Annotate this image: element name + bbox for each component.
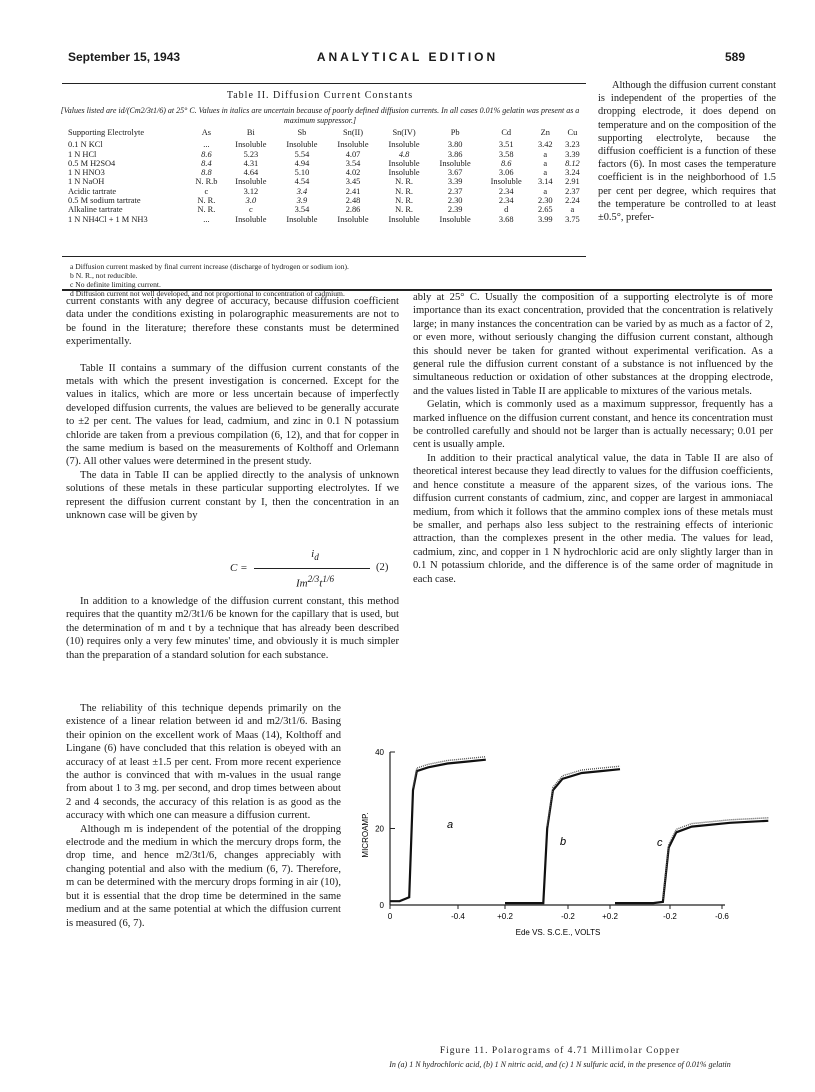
equation-numerator: $i_d$	[311, 548, 319, 563]
table-footnote: a Diffusion current masked by final current increase (discharge of hydrogen or sodium ion).	[70, 262, 349, 271]
table-cell: 4.07	[345, 149, 361, 159]
equation-lhs: C =	[230, 562, 248, 575]
x-axis-label: Ede VS. S.C.E., VOLTS	[515, 928, 601, 937]
table-cell: a	[543, 168, 548, 178]
table-cell: 3.06	[498, 168, 514, 178]
table-cell: Insoluble	[286, 140, 318, 150]
table-column-header: Sb	[297, 128, 307, 137]
table-cell: 1 N NH4Cl + 1 M NH3	[68, 214, 148, 224]
table-cell: 2.91	[565, 177, 580, 187]
table-cell: Insoluble	[235, 177, 267, 187]
table-top-rule	[62, 83, 586, 84]
table-cell: 5.54	[294, 149, 310, 159]
table-row	[66, 140, 586, 149]
paragraph: The reliability of this technique depends primarily on the existence of a linear relation between id and m2/3t1/6. Basing their opinion on the excellent work of Maas (14), Kolthoff and Lingane (6) have concluded that this relation is obeyed with an accuracy of at least ±1.5 per cent. From more recent experience the author is convinced that with m-values in the usual range from about 1 to 3 mg. per second, and drop times between about 2 and 4 seconds, the accuracy of this relation is as good as the accuracy with which one can measure a diffusion current.	[66, 703, 341, 822]
table-cell: N. R.	[197, 205, 216, 215]
fraction-bar	[254, 568, 370, 569]
curve-a	[390, 760, 486, 902]
table-cell: 3.14	[537, 177, 553, 187]
table-cell: 3.39	[447, 177, 463, 187]
table-cell: 2.37	[565, 186, 580, 196]
table-cell: N. R.b	[195, 177, 218, 187]
table-cell: c	[249, 205, 253, 215]
table-cell: 8.8	[201, 168, 212, 178]
table-cell: N. R.	[395, 205, 414, 215]
table-cell: 3.24	[565, 168, 580, 178]
table-cell: 3.68	[498, 214, 514, 224]
table-cell: N. R.	[395, 186, 414, 196]
table-column-header: Sn(IV)	[392, 128, 416, 137]
table-body	[66, 140, 586, 224]
table-cell: 3.86	[447, 149, 463, 159]
table-cell: a	[543, 158, 548, 168]
equation	[230, 548, 370, 590]
diffusion-constants-table	[66, 128, 586, 224]
table-cell: N. R.	[395, 196, 414, 206]
paragraph: Gelatin, which is commonly used as a maximum suppressor, frequently has a marked influence on the diffusion current constant, and hence its concentration must be controlled carefully and should not be larger than is actually necessary; 0.01 per cent is usually ample.	[413, 399, 773, 451]
figure-subcaption: In (a) 1 N hydrochloric acid, (b) 1 N nitric acid, and (c) 1 N sulfuric acid, in the presence of 0.01% gelatin	[389, 1060, 731, 1069]
curve-oscillation-c	[663, 818, 768, 899]
table-cell: 3.12	[243, 186, 259, 196]
table-row	[66, 187, 586, 196]
table-cell: 3.42	[537, 140, 553, 150]
table-column-header: Pb	[450, 128, 460, 137]
paragraph: Although the diffusion current constant is independent of the properties of the dropping electrode, it does depend on temperature and on the composition of the supporting electrolyte, because the diffusion coefficient is a function of these factors (6). In most cases the temperature coefficient is in the neighborhood of 1.5 per cent per degree, which requires that the temperature be controlled to at least ±0.5°, prefer-	[598, 80, 776, 224]
table-cell: 3.9	[296, 196, 308, 206]
table-cell: 2.39	[447, 205, 463, 215]
table-cell: 8.4	[201, 158, 212, 168]
table-cell: 2.34	[498, 196, 514, 206]
table-cell: a	[543, 149, 548, 159]
table-cell: 2.41	[345, 186, 361, 196]
table-cell: 5.23	[243, 149, 259, 159]
table-cell: 2.48	[345, 196, 361, 206]
y-tick-label: 0	[379, 901, 384, 910]
table-cell: 4.94	[294, 158, 310, 168]
table-cell: Insoluble	[337, 140, 369, 150]
table-cell: 8.6	[201, 149, 212, 159]
table-cell: Insoluble	[439, 214, 471, 224]
table-cell: 3.54	[345, 158, 361, 168]
table-cell: 0.5 M sodium tartrate	[68, 196, 141, 206]
table-cell: Insoluble	[388, 168, 420, 178]
table-cell: 5.10	[294, 168, 310, 178]
table-cell: Insoluble	[337, 214, 369, 224]
right-top-paragraph	[598, 79, 776, 224]
equation-denominator: $Im^{2/3}t^{1/6}$	[295, 574, 335, 590]
table-cell: Insoluble	[235, 214, 267, 224]
table-column-header: Cu	[567, 128, 578, 137]
header-page-number: 589	[724, 50, 745, 64]
table-cell: 3.67	[447, 168, 463, 178]
curve-label: b	[560, 836, 567, 848]
table-note: [Values listed are id/(Cm2/3t1/6) at 25° C. Values in italics are uncertain because of poorly defined diffusion currents. In all cases 0.01% gelatin was present as a maximum suppressor.]	[60, 106, 580, 125]
left-column-lower	[66, 595, 399, 662]
x-tick-label: -0.4	[451, 912, 465, 921]
table-cell: ...	[203, 214, 210, 224]
table-column-header: Sn(II)	[343, 128, 364, 137]
table-cell: 3.58	[498, 149, 514, 159]
table-cell: N. R.	[395, 177, 414, 187]
table-cell: Insoluble	[286, 214, 318, 224]
table-cell: 3.54	[294, 205, 310, 215]
paragraph: Table II contains a summary of the diffusion current constants of the metals with which the present investigation is concerned. Except for the values in italics, which are more or less uncertain because of imperfectly developed diffusion currents, the values are believed to be generally accurate to ±2 per cent. The values for lead, cadmium, and zinc in 0.1 N potassium chloride are taken from a previous compilation (6, 12), and that for copper in the same medium is based on the measurements of Kolthoff and Orlemann (7). All other values were determined in the present study.	[66, 362, 399, 468]
table-cell: 3.51	[498, 140, 514, 150]
curve-c	[615, 821, 768, 903]
table-cell: 3.0	[245, 196, 257, 206]
table-row	[66, 196, 586, 205]
table-cell: 4.02	[345, 168, 361, 178]
table-cell: 1 N HNO3	[68, 168, 105, 178]
table-cell: 8.6	[500, 158, 512, 168]
right-column	[413, 291, 773, 586]
table-row	[66, 150, 586, 159]
paragraph: In addition to a knowledge of the diffusion current constant, this method requires that the quantity m2/3t1/6 be known for the capillary that is used, but the determination of m and t by a technique that has already been described (10) requires only a very few minutes' time, and obviously it is much simpler than the preparation of a standard solution for each substance.	[66, 596, 399, 661]
figure-caption: Figure 11. Polarograms of 4.71 Millimolar Copper	[439, 1046, 681, 1056]
left-column-upper	[66, 295, 399, 523]
table-cell: 3.4	[296, 186, 308, 196]
left-column-narrow	[66, 702, 341, 930]
table-cell: 2.30	[537, 196, 553, 206]
equation-number: (2)	[376, 562, 389, 573]
table-cell: 3.99	[537, 214, 553, 224]
table-cell: Insoluble	[439, 158, 471, 168]
y-tick-label: 20	[375, 824, 384, 834]
table-cell: 3.80	[447, 140, 463, 150]
table-cell: 1 N NaOH	[68, 177, 105, 187]
table-column-header: As	[201, 128, 212, 137]
table-cell: a	[570, 205, 575, 215]
table-cell: Insoluble	[388, 214, 420, 224]
footnote-rule	[62, 256, 586, 257]
table-row	[66, 168, 586, 177]
table-cell: 2.37	[447, 186, 463, 196]
table-cell: 2.24	[565, 196, 580, 206]
table-footnote: c No definite limiting current.	[70, 280, 161, 289]
table-cell: 4.54	[294, 177, 310, 187]
table-footnote: d Diffusion current not well developed, and not proportional to concentration of cadmium.	[70, 289, 345, 298]
table-footnote: b N. R., not reducible.	[70, 271, 138, 280]
x-tick-label: +0.2	[602, 912, 618, 921]
header-journal: ANALYTICAL EDITION	[316, 50, 499, 64]
curve-label: a	[447, 819, 454, 831]
table-cell: 4.31	[243, 158, 259, 168]
table-cell: 2.30	[447, 196, 463, 206]
table-column-header: Supporting Electrolyte	[68, 128, 145, 137]
table-cell: 4.64	[243, 168, 259, 178]
table-cell: 2.86	[345, 205, 361, 215]
table-cell: 8.12	[565, 158, 580, 168]
table-row	[66, 215, 586, 224]
table-cell: ...	[203, 140, 210, 150]
table-cell: 3.39	[565, 149, 580, 159]
table-column-header: Bi	[246, 128, 255, 137]
table-column-header: Zn	[540, 128, 550, 137]
table-title: Table II. Diffusion Current Constants	[226, 90, 414, 101]
table-row	[66, 159, 586, 168]
table-cell: 1 N HCl	[68, 149, 97, 159]
x-tick-label: -0.2	[663, 912, 677, 921]
table-cell: c	[204, 186, 209, 196]
table-cell: 3.75	[565, 214, 580, 224]
table-cell: 0.5 M H2SO4	[68, 158, 116, 168]
table-cell: Insoluble	[235, 140, 267, 150]
table-cell: a	[543, 186, 548, 196]
table-cell: 2.34	[498, 186, 514, 196]
table-cell: 2.65	[537, 205, 553, 215]
y-axis-label: MICROAMP.	[361, 812, 370, 858]
paragraph: Although m is independent of the potential of the dropping electrode and the medium in which the mercury drops form, the drop time, and hence m2/3t1/6, changes appreciably with changing potential and also with the medium (6, 7). Therefore, m can be determined with the mercury drops forming in air (10), but it is essential that the drop time be determined in the same medium and at the same potential at which the diffusion current is measured (6, 7).	[66, 823, 341, 929]
paragraph: In addition to their practical analytical value, the data in Table II are also of theoretical interest because they lead directly to values for the diffusion coefficients, and hence constitute a measure of the apparent sizes, of the various ions. The diffusion current constants of cadmium, zinc, and copper are largest in ammoniacal medium, from which it follows that the ammino complex ions of these metals must be smaller, and perhaps also less subject to the restraining effects of interionic attraction, than the complexes present in the other media. The values for lead, cadmium, zinc, and copper in 1 N hydrochloric acid are only slightly larger than in 0.1 N potassium chloride, and the difference is of the same order of magnitude in each case.	[413, 452, 773, 585]
table-cell: 3.45	[345, 177, 361, 187]
table-row	[66, 205, 586, 214]
chart-labels	[447, 819, 663, 849]
table-column-header: Cd	[501, 128, 512, 137]
x-tick-label: +0.2	[497, 912, 513, 921]
header-date: September 15, 1943	[68, 50, 181, 64]
table-header-row	[66, 128, 586, 140]
table-cell: 4.8	[398, 149, 410, 159]
table-cell: d	[504, 205, 509, 215]
table-cell: 3.23	[565, 140, 580, 150]
table-cell: Insoluble	[388, 140, 420, 150]
paragraph: current constants with any degree of accuracy, because diffusion coefficient data under the conditions existing in polarographic measurements are not to be found in the literature; therefore these constants must be determined experimentally.	[66, 296, 399, 348]
curve-oscillation-b	[547, 766, 620, 825]
table-cell: 0.1 N KCl	[68, 140, 103, 150]
x-tick-label: 0	[387, 912, 393, 921]
table-cell: Acidic tartrate	[68, 186, 117, 196]
table-row	[66, 177, 586, 186]
polarogram-figure	[350, 740, 780, 1040]
x-tick-label: -0.6	[715, 912, 729, 921]
x-tick-label: -0.2	[561, 912, 575, 921]
curve-label: c	[657, 837, 663, 849]
y-tick-label: 40	[375, 748, 384, 757]
table-cell: N. R.	[197, 196, 216, 206]
paragraph: ably at 25° C. Usually the composition of a supporting electrolyte is of more importance than its exact concentration, provided that the concentration is relatively large; in many instances the concentration can be varied by as much as a factor of 2, or even more, without seriously changing the diffusion current constant, although this should never be taken for granted without experimental verification. As a general rule the diffusion current constant of a substance is not influenced by the simultaneous reduction or oxidation of other substances at the dropping electrode, and the values listed in Table II are applicable to mixtures of the various metals.	[413, 292, 773, 397]
table-cell: Alkaline tartrate	[68, 205, 123, 215]
paragraph: The data in Table II can be applied directly to the analysis of unknown solutions of these metals in these particular supporting electrolytes. If we represent the diffusion current constant by I, then the concentration in an unknown case will be given by	[66, 469, 399, 522]
table-cell: Insoluble	[388, 158, 420, 168]
table-cell: Insoluble	[490, 177, 522, 187]
